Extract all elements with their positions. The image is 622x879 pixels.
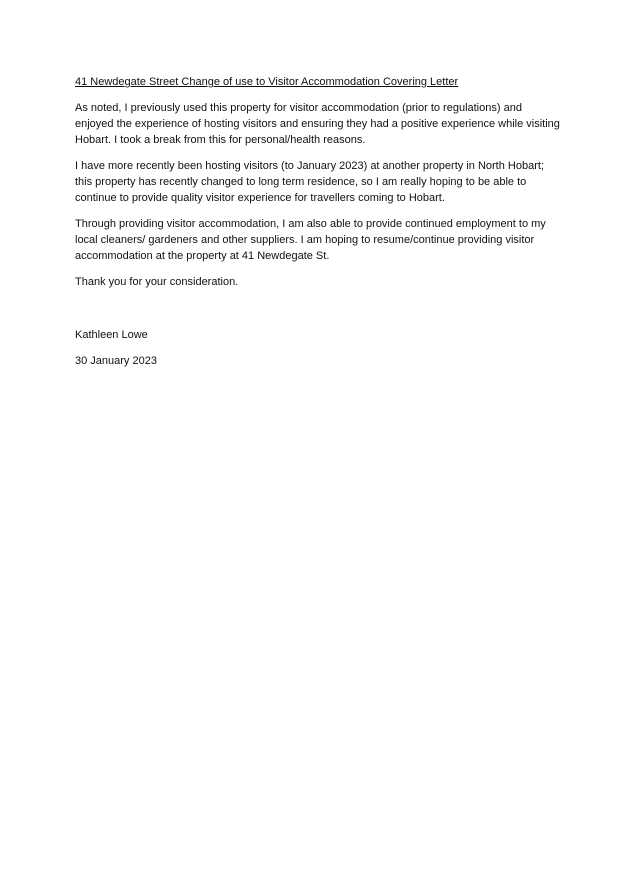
paragraph-line: enjoyed the experience of hosting visitors and ensuring they had a positive experience while visiting: [75, 118, 560, 130]
paragraph-line: As noted, I previously used this property for visitor accommodation (prior to regulations) and: [75, 102, 522, 114]
paragraph-line: this property has recently changed to long term residence, so I am really hoping to be able to: [75, 176, 527, 188]
signature-spacer: [75, 300, 555, 327]
paragraph-line: Hobart. I took a break from this for personal/health reasons.: [75, 134, 366, 146]
paragraph-line: Thank you for your consideration.: [75, 276, 239, 288]
paragraph-line: accommodation at the property at 41 Newdegate St.: [75, 250, 330, 262]
paragraph-employment: [75, 216, 555, 264]
letter-date: 30 January 2023: [75, 355, 157, 367]
signature-name: Kathleen Lowe: [75, 329, 148, 341]
paragraph-recent-hosting: [75, 158, 555, 206]
letter-heading: 41 Newdegate Street Change of use to Visitor Accommodation Covering Letter: [75, 76, 459, 88]
letter-body: [75, 74, 560, 379]
paragraph-line: local cleaners/ gardeners and other suppliers. I am hoping to resume/continue providing visitor: [75, 234, 535, 246]
paragraph-line: Through providing visitor accommodation, I am also able to provide continued employment to my: [75, 218, 546, 230]
paragraph-thanks: [75, 274, 555, 290]
paragraph-line: continue to provide quality visitor experience for travellers coming to Hobart.: [75, 192, 445, 204]
paragraph-previous-use: [75, 100, 560, 148]
paragraph-line: I have more recently been hosting visitors (to January 2023) at another property in North Hobart;: [75, 160, 544, 172]
